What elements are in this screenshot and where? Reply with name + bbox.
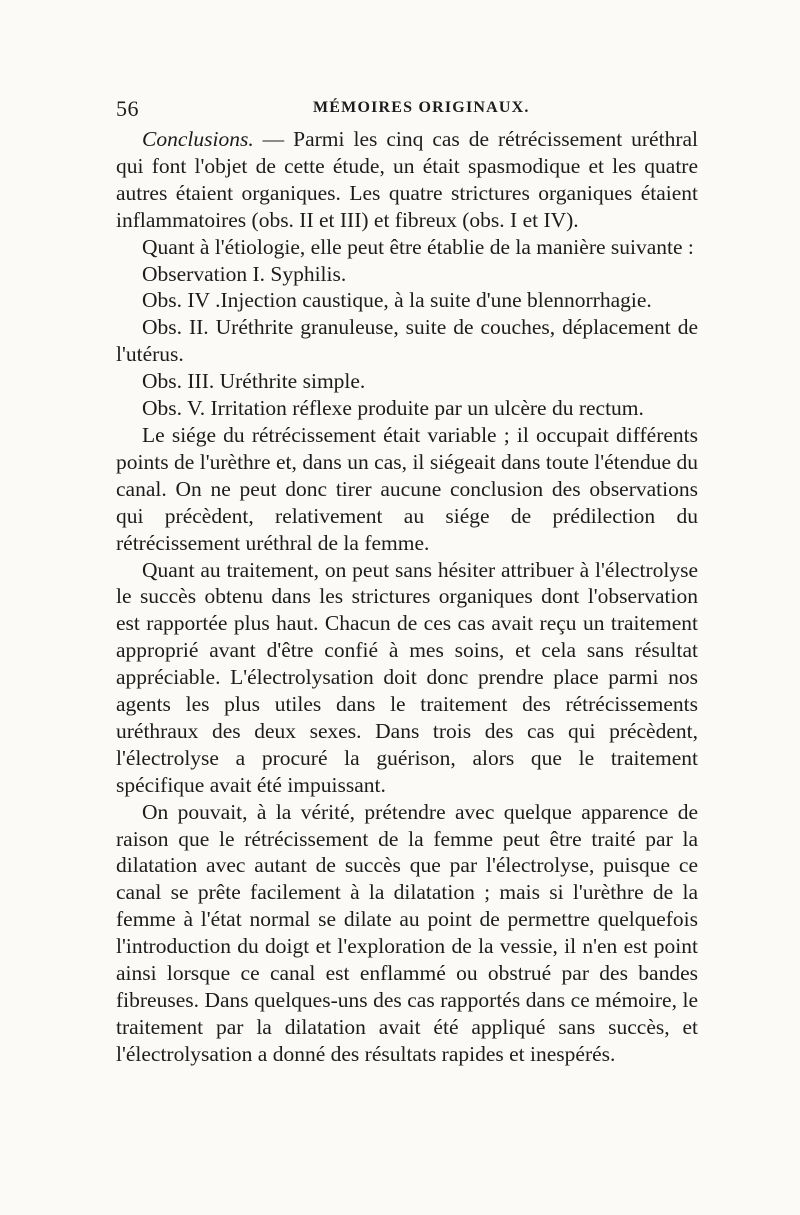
paragraph-text: On pouvait, à la vérité, prétendre avec quelque apparence de raison que le rétrécissement de la femme peut être traité par la dilatation avec autant de succès que par l'électrolyse, puisque ce canal se prête facilement à la dilatation ; mais si l'urèthre de la femme à l'état normal se dilate au point de permettre quelquefois l'introduction du doigt et l'exploration de la vessie, il n'en est point ainsi lorsque ce canal est enflammé ou obstrué par des bandes fibreuses. Dans quelques-uns des cas rapportés dans ce mémoire, le traitement par la dilatation avait été appliqué sans succès, et l'électrolysation a donné des résultats rapides et inespérés. [116, 799, 698, 1066]
body-text [116, 126, 698, 1068]
paragraph-text: Observation I. Syphilis. [142, 261, 347, 286]
paragraph-text: Quant au traitement, on peut sans hésiter attribuer à l'électrolyse le succès obtenu dans les strictures organiques dont l'observation est rapportée plus haut. Chacun de ces cas avait reçu un traitement approprié avant d'être confié à mes soins, et cela sans résultat appréciable. L'électrolysation doit donc prendre place parmi nos agents les plus utiles dans le traitement des rétrécissements uréthraux des deux sexes. Dans trois des cas qui précèdent, l'électrolyse a procuré la guérison, alors que le traitement spécifique avait été impuissant. [116, 557, 698, 797]
page-number: 56 [116, 96, 139, 121]
paragraph-text: Obs. IV .Injection caustique, à la suite d'une blennorrhagie. [142, 288, 652, 313]
paragraph-text: — Parmi les cinq cas de rétrécissement uréthral qui font l'objet de cette étude, un était spasmodique et les quatre autres étaient organiques. Les quatre strictures organiques étaient inflammatoires (obs. II et III) et fibreux (obs. I et IV). [116, 127, 698, 232]
paragraph-text: Obs. III. Uréthrite simple. [142, 369, 366, 394]
paragraph-text: Quant à l'étiologie, elle peut être établie de la manière suivante : [142, 234, 694, 259]
paragraph-text: Le siége du rétrécissement était variable ; il occupait différents points de l'urèthre et, dans un cas, il siégeait dans toute l'étendue du canal. On ne peut donc tirer aucune conclusion des observations qui précèdent, relativement au siége de prédilection du rétrécissement uréthral de la femme. [116, 422, 698, 555]
conclusions-lead: Conclusions. [142, 127, 254, 151]
paragraph-dilatation [116, 799, 698, 1068]
paragraph-conclusions [116, 126, 698, 234]
observation-3 [116, 368, 698, 395]
observation-1 [116, 261, 698, 288]
observation-4 [116, 287, 698, 314]
paragraph-siege [116, 422, 698, 557]
page-header [116, 96, 686, 120]
paragraph-text: Obs. II. Uréthrite granuleuse, suite de couches, déplacement de l'utérus. [116, 315, 698, 367]
observation-5 [116, 395, 698, 422]
paragraph-text: Obs. V. Irritation réflexe produite par un ulcère du rectum. [142, 396, 644, 421]
paragraph-traitement [116, 557, 698, 799]
observation-2 [116, 314, 698, 368]
running-title: MÉMOIRES ORIGINAUX. [313, 99, 530, 116]
paragraph-etiology [116, 234, 698, 261]
